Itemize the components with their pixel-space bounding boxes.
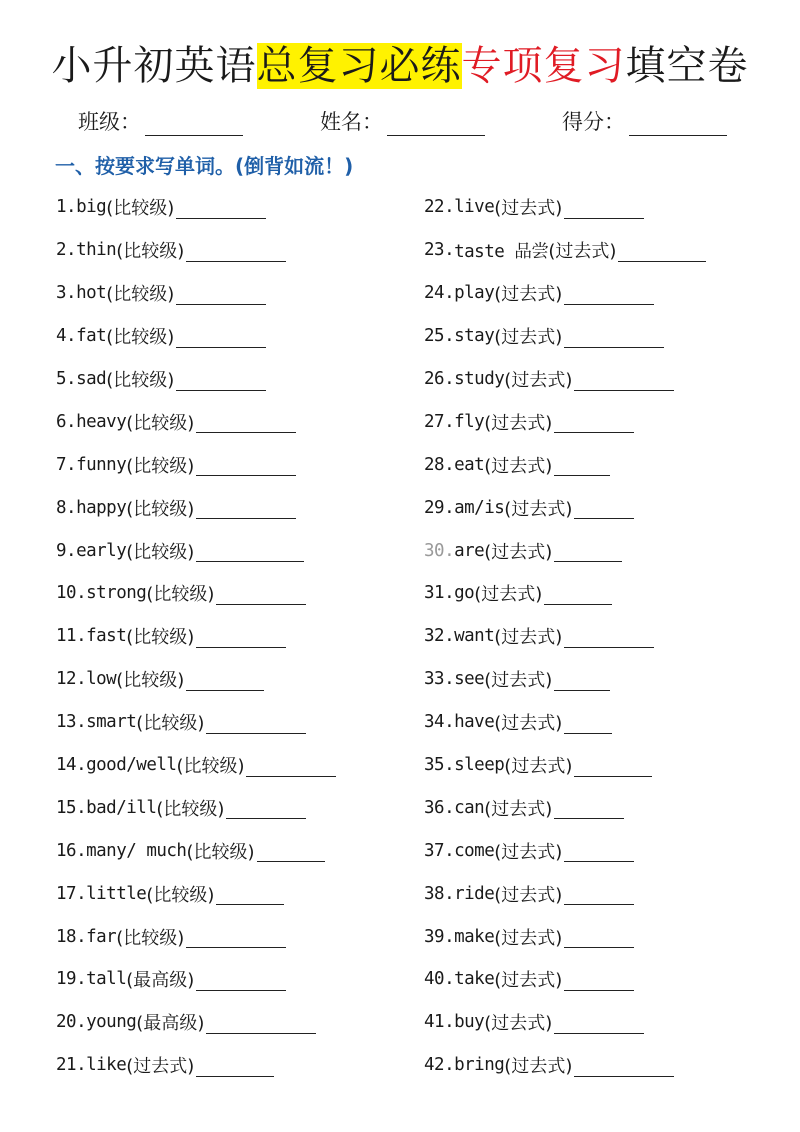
- item-form-tag: (过去式): [474, 584, 543, 606]
- exercise-item: [56, 443, 336, 486]
- item-word: stay: [454, 326, 495, 347]
- item-number: 34.: [424, 712, 455, 733]
- title-part-2-highlighted: 总复习必练: [256, 43, 462, 89]
- item-word: heavy: [76, 411, 127, 432]
- answer-blank[interactable]: [196, 504, 296, 519]
- exercise-item: [424, 744, 706, 787]
- item-word: hot: [76, 283, 107, 304]
- item-word: eat: [454, 454, 485, 475]
- title-part-1: 小升初英语: [51, 43, 257, 89]
- exercise-item: [424, 572, 706, 615]
- item-number: 5.: [56, 369, 77, 389]
- exercise-item: [56, 529, 336, 572]
- answer-blank[interactable]: [574, 376, 674, 391]
- item-word: am/is: [454, 497, 505, 518]
- answer-blank[interactable]: [216, 590, 306, 605]
- exercise-item: [56, 829, 336, 872]
- answer-blank[interactable]: [564, 204, 644, 219]
- title-part-3-red: 专项复习: [461, 43, 626, 89]
- item-word: come: [454, 840, 495, 861]
- item-form-tag: (过去式): [504, 498, 573, 520]
- exercise-item: [424, 186, 706, 229]
- item-form-tag: (比较级): [106, 284, 175, 306]
- exercise-item: [424, 958, 706, 1001]
- item-word: make: [454, 926, 495, 947]
- item-number: 42.: [424, 1055, 455, 1076]
- item-number: 2.: [56, 240, 77, 261]
- item-word: bring: [454, 1055, 505, 1076]
- answer-blank[interactable]: [564, 890, 634, 905]
- exercise-item: [56, 186, 336, 229]
- answer-blank[interactable]: [186, 933, 286, 948]
- item-word: want: [454, 626, 495, 647]
- answer-blank[interactable]: [226, 804, 306, 819]
- item-word: take: [454, 969, 495, 990]
- item-form-tag: (过去式): [494, 627, 563, 649]
- item-word: see: [454, 669, 485, 690]
- answer-blank[interactable]: [564, 290, 654, 305]
- item-form-tag: (比较级): [126, 627, 195, 649]
- exercise-item: [56, 786, 336, 829]
- exercise-item: [424, 1044, 706, 1087]
- answer-blank[interactable]: [196, 633, 286, 648]
- exercise-item: [424, 1001, 706, 1044]
- item-number: 8.: [56, 497, 77, 518]
- item-word: go: [454, 583, 475, 604]
- item-word: sleep: [454, 755, 505, 776]
- item-form-tag: (比较级): [106, 370, 175, 391]
- item-number: 11.: [56, 626, 87, 647]
- name-field: [320, 106, 485, 136]
- item-number: 15.: [56, 797, 87, 818]
- exercise-item: [424, 658, 706, 701]
- item-word: bad/ill: [86, 797, 157, 818]
- exercise-item: [424, 872, 706, 915]
- item-form-tag: (过去式): [494, 970, 563, 992]
- item-number: 22.: [424, 197, 455, 218]
- answer-blank[interactable]: [618, 247, 706, 262]
- exercise-item: [424, 443, 706, 486]
- answer-blank[interactable]: [186, 247, 286, 262]
- answer-blank[interactable]: [564, 333, 664, 348]
- exercise-item: [424, 529, 706, 572]
- item-form-tag: (过去式): [494, 884, 563, 906]
- item-number: 35.: [424, 755, 455, 776]
- item-word: thin: [76, 240, 117, 261]
- item-word: study: [454, 369, 505, 389]
- answer-blank[interactable]: [196, 547, 304, 562]
- item-number: 41.: [424, 1012, 455, 1033]
- score-blank[interactable]: [629, 113, 727, 136]
- answer-blank[interactable]: [554, 418, 634, 433]
- answer-blank[interactable]: [206, 1019, 316, 1034]
- item-number: 20.: [56, 1012, 87, 1033]
- answer-blank[interactable]: [176, 290, 266, 305]
- item-number: 7.: [56, 454, 77, 475]
- item-form-tag: (比较级): [126, 455, 195, 477]
- item-form-tag: (比较级): [116, 670, 185, 692]
- item-word: young: [86, 1012, 137, 1033]
- class-field: [78, 106, 243, 136]
- item-word: fat: [76, 326, 107, 347]
- exercise-item: [56, 615, 336, 658]
- exercise-item: [424, 829, 706, 872]
- item-number: 9.: [56, 540, 77, 561]
- answer-blank[interactable]: [564, 976, 634, 991]
- exercise-item: [424, 272, 706, 315]
- item-word: good/well: [86, 755, 177, 776]
- exercise-item: [424, 701, 706, 744]
- exercise-item: [424, 315, 706, 358]
- answer-blank[interactable]: [564, 847, 634, 862]
- item-form-tag: (比较级): [156, 798, 225, 820]
- answer-blank[interactable]: [554, 1019, 644, 1034]
- item-word: early: [76, 540, 127, 561]
- exercise-column-right: [424, 186, 706, 1087]
- item-word: have: [454, 712, 495, 733]
- item-number: 24.: [424, 283, 455, 304]
- item-number: 18.: [56, 926, 87, 947]
- exercise-item: [56, 701, 336, 744]
- item-form-tag: (比较级): [126, 412, 195, 434]
- answer-blank[interactable]: [544, 590, 612, 605]
- item-number: 27.: [424, 411, 455, 432]
- item-form-tag: (过去式): [504, 756, 573, 778]
- item-word: low: [86, 669, 117, 690]
- item-form-tag: (过去式): [494, 284, 563, 306]
- item-form-tag: (比较级): [116, 241, 185, 263]
- item-form-tag: (过去式): [484, 1013, 553, 1035]
- answer-blank[interactable]: [246, 762, 336, 777]
- answer-blank[interactable]: [176, 204, 266, 219]
- item-number: 36.: [424, 797, 455, 818]
- item-word: many/ much: [86, 840, 187, 861]
- exercise-item: [56, 486, 336, 529]
- exercise-item: [56, 1044, 336, 1087]
- answer-blank[interactable]: [257, 847, 325, 862]
- exercise-item: [56, 915, 336, 958]
- item-word: live: [454, 197, 495, 218]
- section-heading: 一、按要求写单词。(倒背如流！): [55, 154, 354, 178]
- answer-blank[interactable]: [554, 804, 624, 819]
- answer-blank[interactable]: [554, 676, 610, 691]
- item-word: buy: [454, 1012, 485, 1033]
- exercise-item: [424, 358, 706, 401]
- item-word: little: [86, 883, 147, 904]
- item-form-tag: (比较级): [106, 327, 175, 349]
- item-form-tag: (过去式): [484, 798, 553, 820]
- item-form-tag: (过去式): [494, 327, 563, 349]
- item-word: fast: [86, 626, 127, 647]
- item-form-tag: (过去式): [484, 412, 553, 434]
- item-form-tag: (比较级): [146, 584, 215, 606]
- item-number: 29.: [424, 497, 455, 518]
- item-number: 26.: [424, 369, 455, 389]
- student-info-row: [0, 106, 800, 136]
- item-form-tag: (过去式): [494, 841, 563, 863]
- answer-blank[interactable]: [554, 547, 622, 562]
- exercise-item: [56, 744, 336, 787]
- item-number: 19.: [56, 969, 87, 990]
- answer-blank[interactable]: [196, 1062, 274, 1077]
- item-form-tag: (比较级): [126, 541, 195, 563]
- item-number: 17.: [56, 883, 87, 904]
- item-form-tag: (过去式): [494, 713, 563, 735]
- exercise-item: [424, 486, 706, 529]
- item-number: 39.: [424, 926, 455, 947]
- item-word: play: [454, 283, 495, 304]
- item-word: happy: [76, 497, 127, 518]
- item-number: 31.: [424, 583, 455, 604]
- exercise-item: [56, 872, 336, 915]
- item-form-tag: (过去式): [484, 455, 553, 477]
- item-number: 16.: [56, 840, 87, 861]
- item-number: 38.: [424, 883, 455, 904]
- answer-blank[interactable]: [574, 504, 634, 519]
- item-form-tag: (过去式): [126, 1056, 195, 1078]
- item-number: 40.: [424, 969, 455, 990]
- exercise-item: [56, 400, 336, 443]
- item-word: ride: [454, 883, 495, 904]
- item-form-tag: (比较级): [186, 841, 255, 863]
- item-form-tag: (最高级): [126, 970, 195, 992]
- item-word: smart: [86, 712, 137, 733]
- exercise-item: [56, 229, 336, 272]
- answer-blank[interactable]: [196, 976, 286, 991]
- exercise-item: [424, 229, 706, 272]
- item-number: 28.: [424, 454, 455, 475]
- item-number: 25.: [424, 326, 455, 347]
- item-form-tag: (过去式): [548, 241, 617, 263]
- item-number: 1.: [56, 197, 77, 218]
- exercise-item: [424, 400, 706, 443]
- page-title: [0, 34, 800, 91]
- item-number: 6.: [56, 411, 77, 432]
- answer-blank[interactable]: [186, 676, 264, 691]
- item-number: 12.: [56, 669, 87, 690]
- exercise-item: [56, 572, 336, 615]
- answer-blank[interactable]: [176, 333, 266, 348]
- item-word: strong: [86, 583, 147, 604]
- exercise-item: [56, 958, 336, 1001]
- item-form-tag: (过去式): [504, 1056, 573, 1078]
- exercise-item: [424, 615, 706, 658]
- answer-blank[interactable]: [196, 418, 296, 433]
- exercise-item: [56, 658, 336, 701]
- item-form-tag: (比较级): [146, 884, 215, 906]
- answer-blank[interactable]: [574, 1062, 674, 1077]
- answer-blank[interactable]: [564, 633, 654, 648]
- answer-blank[interactable]: [574, 762, 652, 777]
- item-word: like: [86, 1055, 127, 1076]
- answer-blank[interactable]: [216, 890, 284, 905]
- item-form-tag: (过去式): [484, 541, 553, 563]
- item-number: 21.: [56, 1055, 87, 1076]
- score-label: 得分：: [562, 110, 625, 134]
- item-form-tag: (比较级): [116, 927, 185, 949]
- item-form-tag: (比较级): [126, 498, 195, 520]
- score-field: [562, 106, 727, 136]
- item-word: can: [454, 797, 485, 818]
- item-number: 13.: [56, 712, 87, 733]
- item-word: big: [76, 197, 107, 218]
- answer-blank[interactable]: [176, 376, 266, 391]
- item-number: 32.: [424, 626, 455, 647]
- item-form-tag: (过去式): [484, 670, 553, 692]
- item-form-tag: (比较级): [176, 756, 245, 778]
- exercise-item: [56, 272, 336, 315]
- class-blank[interactable]: [145, 113, 243, 136]
- item-number: 30.: [424, 540, 455, 561]
- answer-blank[interactable]: [554, 461, 610, 476]
- answer-blank[interactable]: [196, 461, 296, 476]
- item-word: fly: [454, 411, 485, 432]
- item-number: 37.: [424, 840, 455, 861]
- answer-blank[interactable]: [206, 719, 306, 734]
- name-blank[interactable]: [387, 113, 485, 136]
- item-word: tall: [86, 969, 127, 990]
- item-number: 10.: [56, 583, 87, 604]
- item-word: far: [86, 926, 117, 947]
- class-label: 班级：: [78, 110, 141, 134]
- title-part-4: 填空卷: [625, 43, 749, 89]
- item-form-tag: (比较级): [136, 713, 205, 735]
- answer-blank[interactable]: [564, 933, 634, 948]
- name-label: 姓名：: [320, 110, 383, 134]
- item-word: are: [454, 540, 485, 561]
- item-word: funny: [76, 454, 127, 475]
- item-number: 4.: [56, 326, 77, 347]
- item-number: 3.: [56, 283, 77, 304]
- item-number: 23.: [424, 240, 455, 261]
- item-form-tag: (最高级): [136, 1013, 205, 1035]
- item-form-tag: (过去式): [494, 198, 563, 220]
- exercise-item: [424, 915, 706, 958]
- exercise-item: [56, 1001, 336, 1044]
- answer-blank[interactable]: [564, 719, 612, 734]
- item-word: taste 品尝: [454, 241, 549, 262]
- exercise-item: [56, 358, 336, 401]
- item-number: 33.: [424, 669, 455, 690]
- exercise-item: [424, 786, 706, 829]
- item-form-tag: (过去式): [494, 927, 563, 949]
- item-word: sad: [76, 369, 107, 389]
- item-form-tag: (过去式): [504, 370, 573, 391]
- exercise-item: [56, 315, 336, 358]
- item-number: 14.: [56, 755, 87, 776]
- exercise-column-left: [56, 186, 336, 1087]
- item-form-tag: (比较级): [106, 198, 175, 220]
